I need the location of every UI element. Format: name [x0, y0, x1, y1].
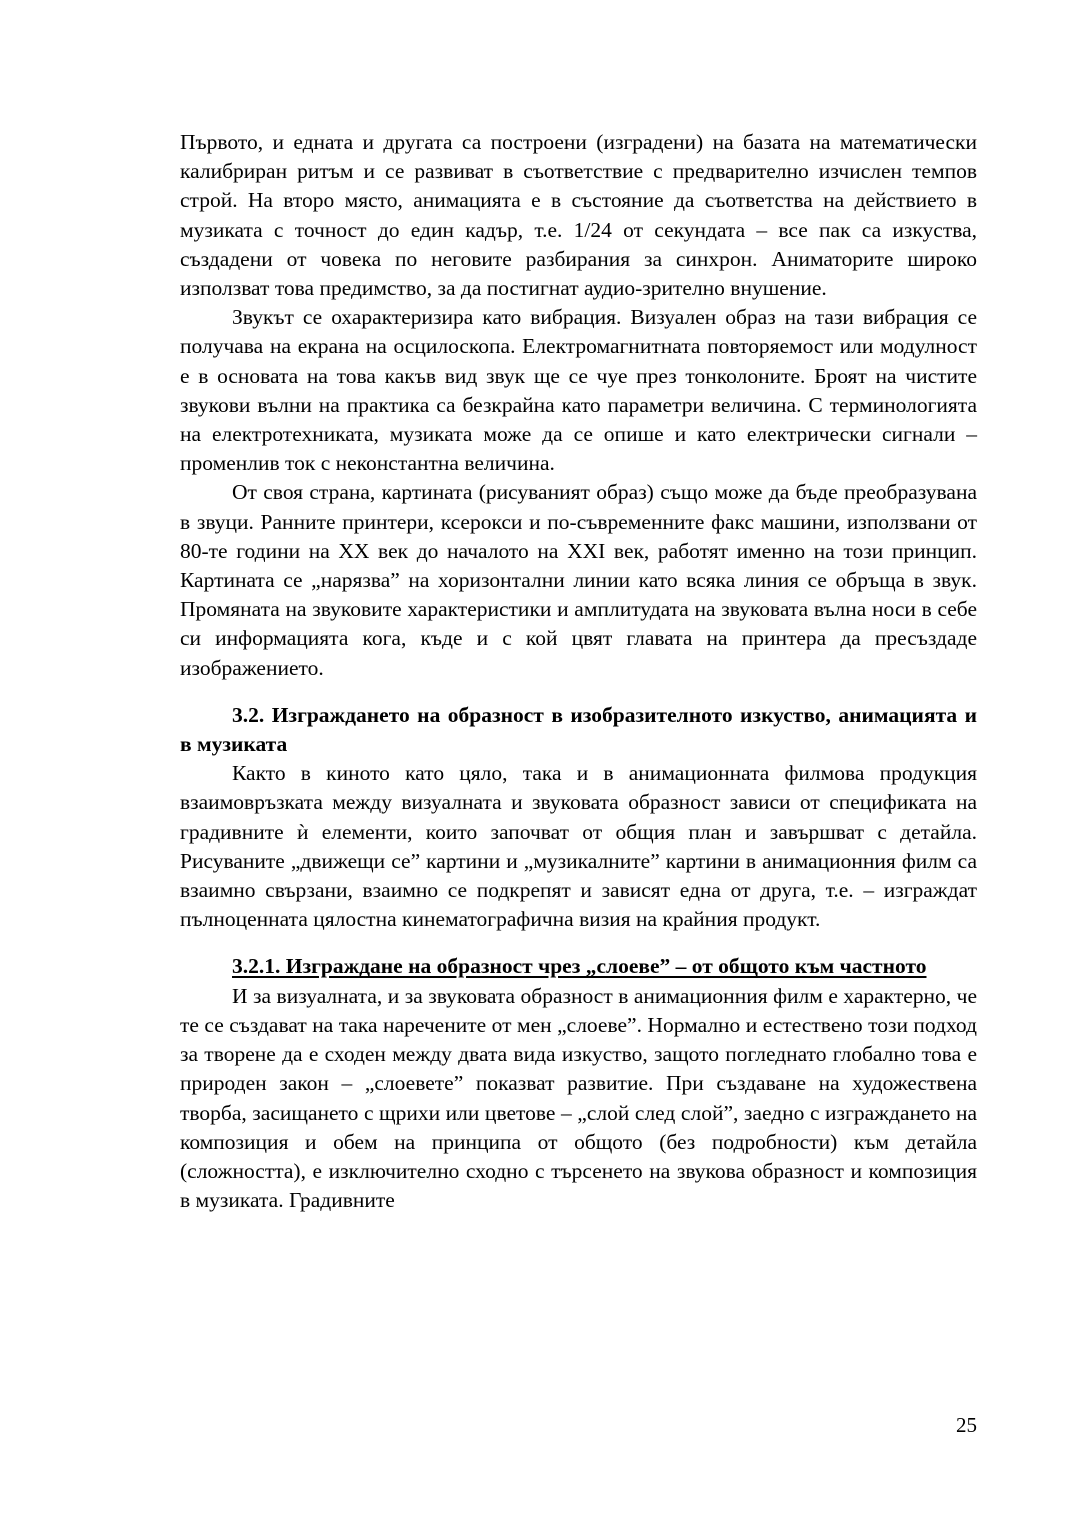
section-heading-3-2: 3.2. Изграждането на образност в изобразителното изкуство, анимацията и в музиката	[180, 702, 977, 757]
subsection-heading-3-2-1	[180, 952, 977, 981]
page-body	[180, 128, 977, 1215]
page-number: 25	[956, 1413, 977, 1437]
paragraph-sound-vibration: Звукът се охарактеризира като вибрация. Визуален образ на тази вибрация се получава на екрана на осцилоскопа. Електромагнитната повторяемост или модулност е в основата на това какъв вид звук ще се чуе през тонколоните. Броят на чистите звукови вълни на практика са безкрайна като параметри величина. С терминологията на електротехниката, музиката може да се опише и като електрически сигнали – променлив ток с неконстантна величина.	[180, 305, 977, 476]
subsection-heading-text: 3.2.1. Изграждане на образност чрез „слоеве” – от общото към частното	[232, 954, 927, 979]
paragraph-cinema-imagery: Както в киното като цяло, така и в анимационната филмова продукция взаимовръзката между визуалната и звуковата образност зависи от спецификата на градивните ѝ елементи, които започват от общия план и завършват с детайла. Рисуваните „движещи се” картини и „музикалните” картини в анимационния филм са взаимно свързани, взаимно се подкрепят и зависят една от друга, т.е. – изграждат пълноценната цялостна кинематографична визия на крайния продукт.	[180, 761, 977, 932]
paragraph-picture-to-sound: От своя страна, картината (рисуваният образ) също може да бъде преобразувана в звуци. Ранните принтери, ксерокси и по-съвременните факс машини, използвани от 80-те години на XX век до началото на XXI век, работят именно на този принцип. Картината се „нарязва” на хоризонтални линии като всяка линия се обръща в звук. Промяната на звуковите характеристики и амплитудата на звуковата вълна носи в себе си информацията кога, къде и с кой цвят главата на принтера да пресъздаде изображението.	[180, 480, 977, 680]
paragraph-intro: Първото, и едната и другата са построени (изградени) на базата на математически калибриран ритъм и се развиват в съответствие с предварително изчислен темпов строй. На второ място, анимацията е в състояние да съответства на действието в музиката с точност до един кадър, т.е. 1/24 от секундата – все пак са изкуства, създадени от човека по неговите разбирания за синхрон. Аниматорите широко използват това предимство, за да постигнат аудио-зрително внушение.	[180, 130, 977, 301]
paragraph-layers: И за визуалната, и за звуковата образност в анимационния филм е характерно, че те се създават на така наречените от мен „слоеве”. Нормално и естествено този подход за творене да е сходен между двата вида изкуство, защото погледнато глобално това е природен закон – „слоевете” показват развитие. При създаване на художествена творба, засищането с щрихи или цветове – „слой след слой”, заедно с изграждането на композиция и обем на принципа от общото (без подробности) към детайла (сложността), е изключително сходно с търсенето на звукова образност и композиция в музиката. Градивните	[180, 983, 977, 1213]
